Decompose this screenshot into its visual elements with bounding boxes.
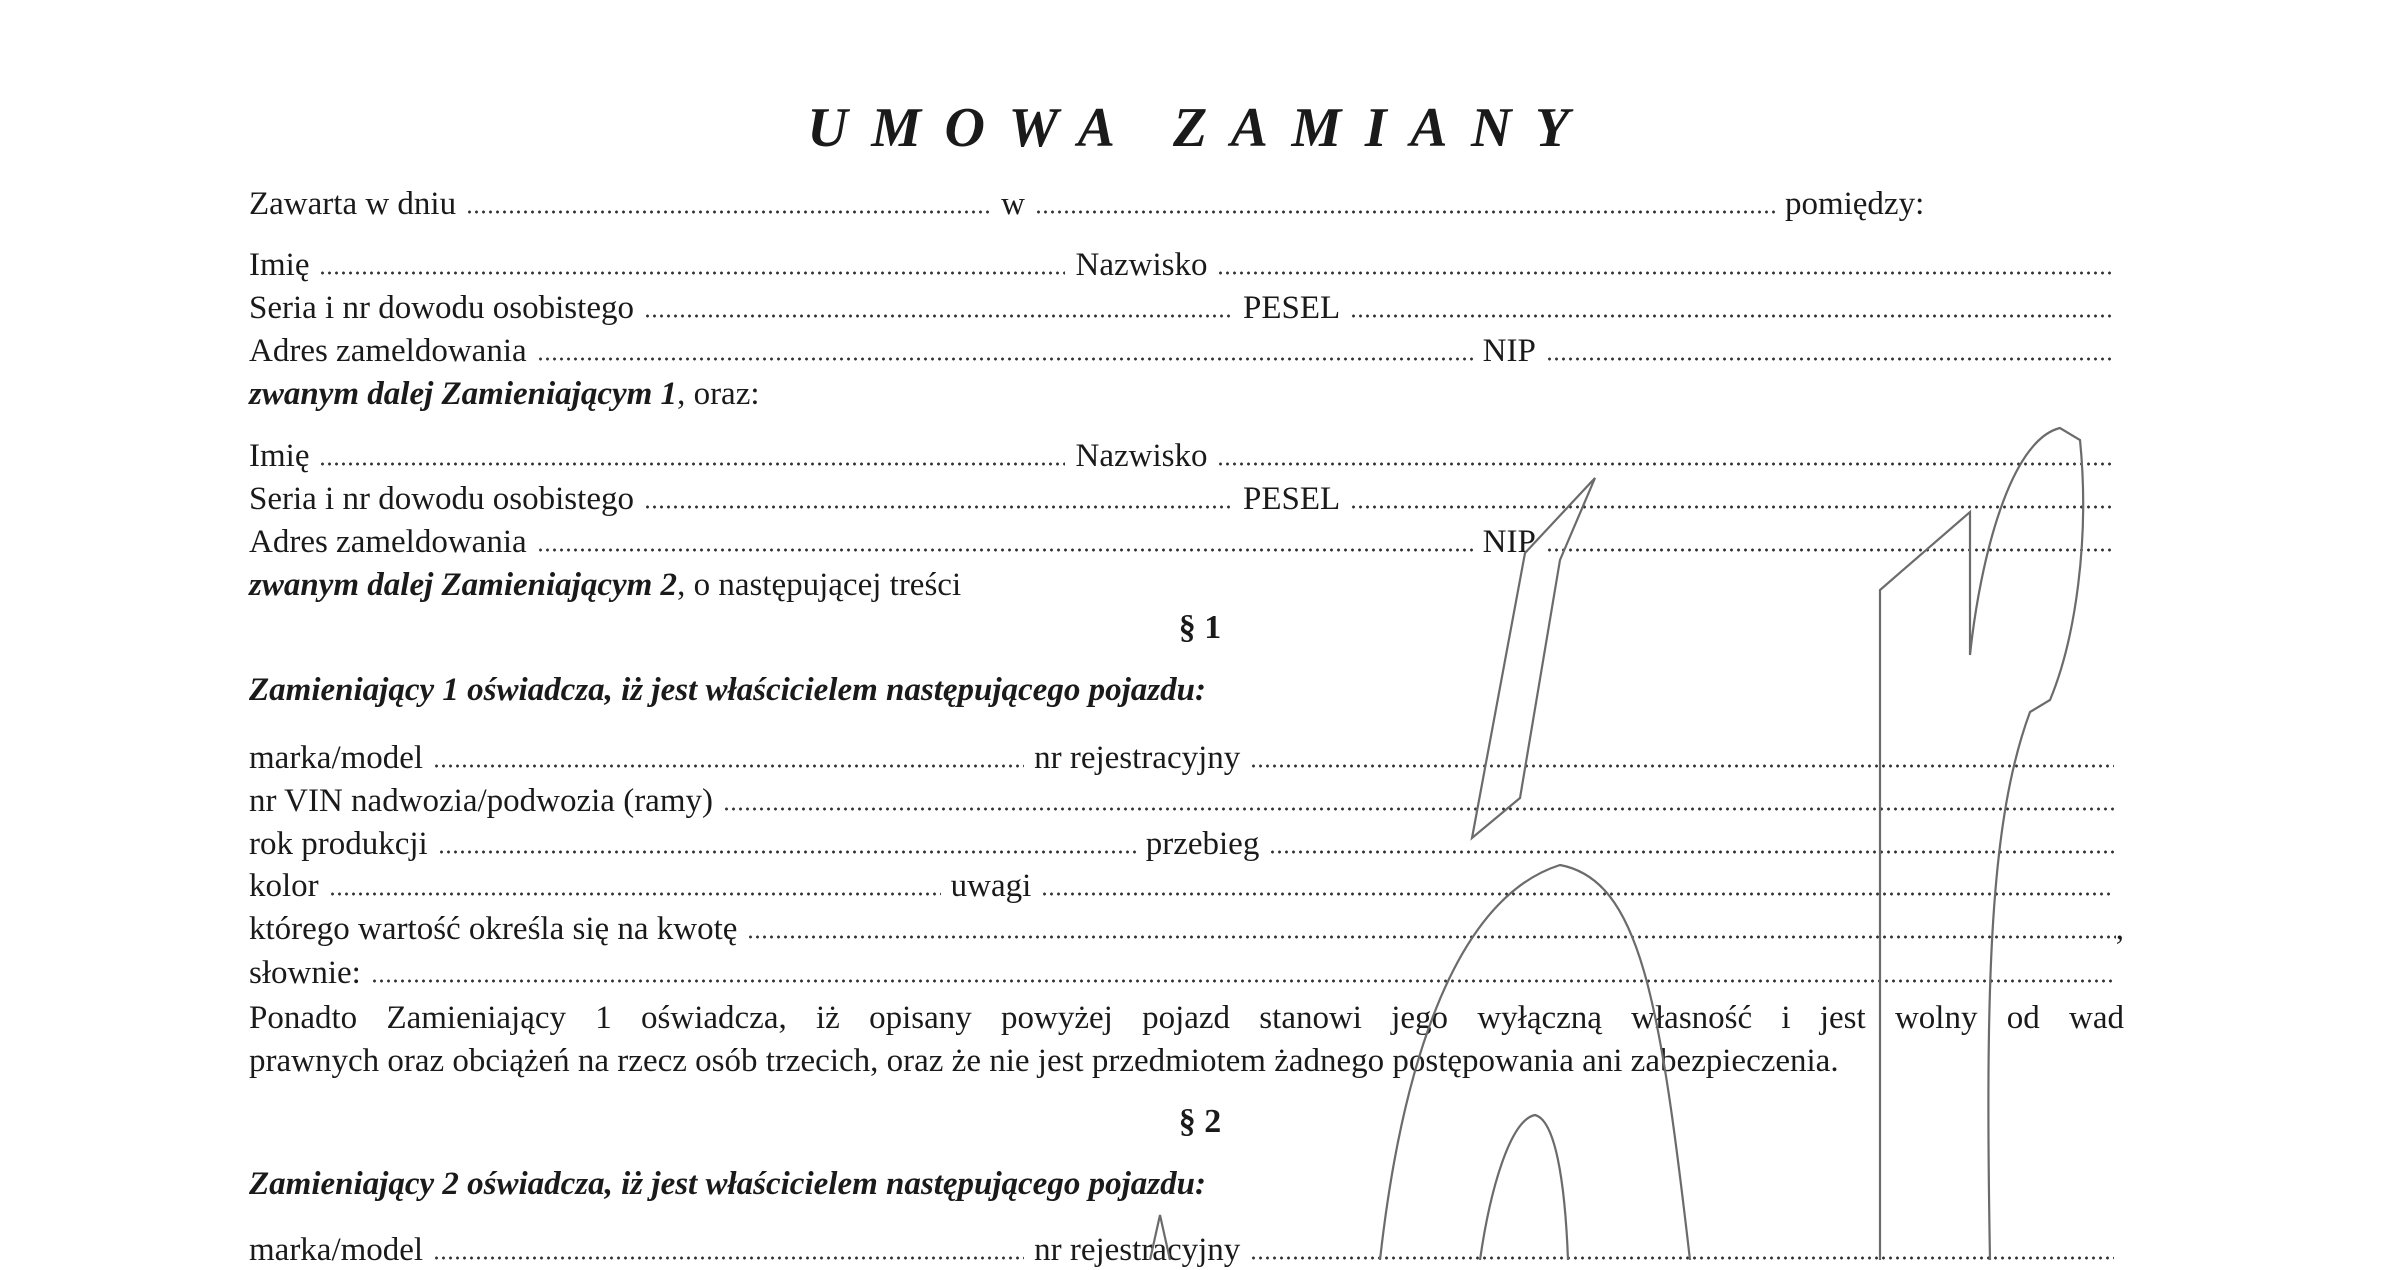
party1-nip-label: NIP xyxy=(1482,333,1536,369)
s1-remarks-label: uwagi xyxy=(950,868,1032,904)
party2-last-name-field[interactable] xyxy=(1217,461,2114,467)
s1-vin-row xyxy=(249,777,2124,821)
party1-first-name-field[interactable] xyxy=(319,270,1065,276)
s1-statement-line2: prawnych oraz obciążeń na rzecz osób trzecich, oraz że nie jest przedmiotem żadnego postępowania ani zabezpieczenia. xyxy=(249,1043,1839,1079)
s1-registration-label: nr rejestracyjny xyxy=(1034,740,1241,776)
s1-value-comma: , xyxy=(2115,911,2124,947)
intro-row xyxy=(249,180,2124,224)
party2-address-label: Adres zameldowania xyxy=(249,524,527,560)
party2-first-name-label: Imię xyxy=(249,438,310,474)
party2-id-label: Seria i nr dowodu osobistego xyxy=(249,481,634,517)
s1-color-row xyxy=(249,862,2124,906)
place-label: w xyxy=(1001,186,1025,222)
s1-mileage-field[interactable] xyxy=(1269,849,2114,855)
party1-first-name-label: Imię xyxy=(249,247,310,283)
s2-make-label: marka/model xyxy=(249,1232,424,1268)
s1-words-label: słownie: xyxy=(249,955,361,991)
section1-heading: Zamieniający 1 oświadcza, iż jest właścicielem następującego pojazdu: xyxy=(249,672,1206,708)
place-field[interactable] xyxy=(1035,209,1775,215)
party2-id-row xyxy=(249,475,2124,519)
party2-designation-row xyxy=(249,561,2124,605)
party2-designation: zwanym dalej Zamieniającym 2 xyxy=(249,567,678,603)
party2-name-row xyxy=(249,432,2124,476)
party1-address-label: Adres zameldowania xyxy=(249,333,527,369)
party1-id-field[interactable] xyxy=(644,313,1233,319)
party2-first-name-field[interactable] xyxy=(319,461,1065,467)
party1-designation-rest: , oraz: xyxy=(677,376,760,412)
party1-last-name-label: Nazwisko xyxy=(1075,247,1208,283)
s1-vin-field[interactable] xyxy=(723,806,2114,812)
s1-value-row xyxy=(249,905,2124,949)
section2-number: § 2 xyxy=(1178,1103,1222,1140)
date-label: Zawarta w dniu xyxy=(249,186,457,222)
s1-registration-field[interactable] xyxy=(1250,763,2114,769)
s2-make-row xyxy=(249,1226,2124,1270)
party1-id-label: Seria i nr dowodu osobistego xyxy=(249,290,634,326)
s2-make-field[interactable] xyxy=(433,1255,1024,1261)
party2-nip-label: NIP xyxy=(1482,524,1536,560)
s1-year-row xyxy=(249,820,2124,864)
party2-pesel-label: PESEL xyxy=(1242,481,1341,517)
s1-value-field[interactable] xyxy=(747,934,2115,940)
s1-mileage-label: przebieg xyxy=(1145,826,1260,862)
party1-designation-row xyxy=(249,370,2124,414)
s1-color-field[interactable] xyxy=(329,891,941,897)
party2-address-row xyxy=(249,518,2124,562)
s1-words-field[interactable] xyxy=(371,978,2114,984)
s2-registration-label: nr rejestracyjny xyxy=(1034,1232,1241,1268)
date-field[interactable] xyxy=(466,209,991,215)
party1-last-name-field[interactable] xyxy=(1217,270,2114,276)
party2-last-name-label: Nazwisko xyxy=(1075,438,1208,474)
party2-pesel-field[interactable] xyxy=(1350,504,2114,510)
s1-year-label: rok produkcji xyxy=(249,826,428,862)
party1-pesel-label: PESEL xyxy=(1242,290,1341,326)
party1-pesel-field[interactable] xyxy=(1350,313,2114,319)
party1-nip-field[interactable] xyxy=(1546,356,2114,362)
s1-value-label: którego wartość określa się na kwotę xyxy=(249,911,738,947)
party2-designation-rest: , o następującej treści xyxy=(677,567,962,603)
party2-nip-field[interactable] xyxy=(1546,547,2114,553)
s1-make-label: marka/model xyxy=(249,740,424,776)
party1-address-field[interactable] xyxy=(537,356,1473,362)
s1-make-field[interactable] xyxy=(433,763,1024,769)
s1-color-label: kolor xyxy=(249,868,319,904)
party1-id-row xyxy=(249,284,2124,328)
between-label: pomiędzy: xyxy=(1784,186,1925,222)
s1-year-field[interactable] xyxy=(438,849,1136,855)
document-title: UMOWA ZAMIANY xyxy=(807,97,1593,159)
s1-words-row xyxy=(249,949,2124,993)
s2-registration-field[interactable] xyxy=(1250,1255,2114,1261)
s1-make-row xyxy=(249,734,2124,778)
s1-remarks-field[interactable] xyxy=(1041,891,2114,897)
party1-designation: zwanym dalej Zamieniającym 1 xyxy=(249,376,678,412)
s1-statement-line1: Ponadto Zamieniający 1 oświadcza, iż opisany powyżej pojazd stanowi jego wyłączną własność i jest wolny od wad xyxy=(249,1000,2124,1036)
party2-id-field[interactable] xyxy=(644,504,1233,510)
section1-number: § 1 xyxy=(1178,609,1222,646)
party1-name-row xyxy=(249,241,2124,285)
s1-vin-label: nr VIN nadwozia/podwozia (ramy) xyxy=(249,783,713,819)
party2-address-field[interactable] xyxy=(537,547,1473,553)
party1-address-row xyxy=(249,327,2124,371)
section2-heading: Zamieniający 2 oświadcza, iż jest właścicielem następującego pojazdu: xyxy=(249,1166,1206,1202)
